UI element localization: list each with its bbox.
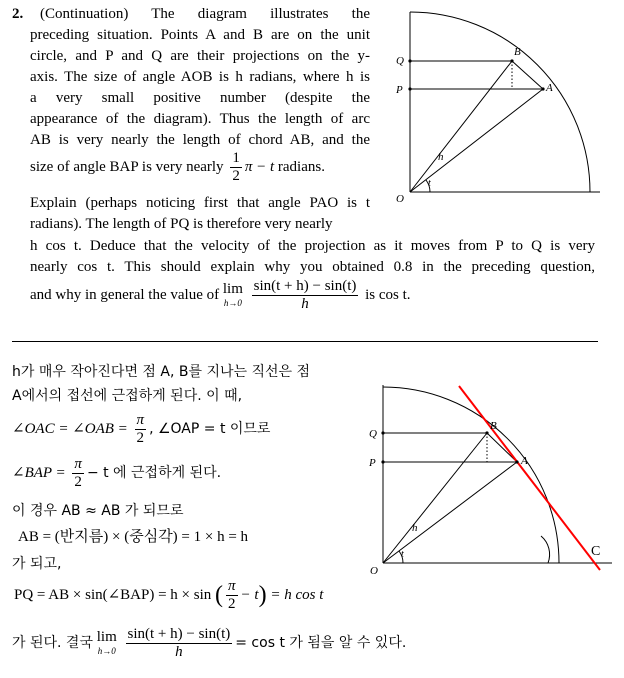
label-p: P bbox=[369, 457, 376, 469]
section-divider bbox=[12, 341, 598, 342]
point-a-dot bbox=[515, 460, 518, 463]
radius-ob bbox=[383, 433, 487, 563]
solution-intro-1: h가 매우 작아진다면 점 A, B를 지나는 직선은 점 bbox=[12, 364, 311, 380]
final-suffix: = cos t 가 됨을 알 수 있다. bbox=[235, 634, 407, 651]
bottom-diagram bbox=[355, 380, 620, 580]
angles-line bbox=[12, 412, 270, 447]
limit-numerator: sin(t + h) − sin(t) bbox=[253, 278, 357, 294]
angle-c-arc bbox=[541, 536, 550, 563]
two-denominator: 2 bbox=[228, 596, 236, 612]
angles-mid: , ∠OAP = t 이므로 bbox=[149, 420, 271, 437]
radius-oa bbox=[383, 462, 517, 563]
chord-ab bbox=[487, 433, 517, 462]
problem-number: 2. bbox=[12, 6, 24, 22]
bap-suffix: radians. bbox=[277, 158, 325, 175]
label-h: h bbox=[438, 151, 444, 163]
pi-over-2-b bbox=[72, 456, 84, 491]
limit-line bbox=[30, 278, 411, 313]
problem-line-2: preceding situation. Points A and B are on the unit bbox=[30, 27, 370, 43]
bap-line bbox=[30, 150, 325, 185]
label-q: Q bbox=[369, 428, 377, 440]
final-line bbox=[12, 626, 406, 661]
label-t: t bbox=[401, 549, 404, 560]
bap-right: − t 에 근접하게 된다. bbox=[86, 464, 222, 481]
unit-circle-arc bbox=[410, 12, 590, 192]
point-q-dot bbox=[381, 431, 384, 434]
label-p: P bbox=[396, 84, 403, 96]
pi-over-2-c bbox=[226, 578, 238, 613]
solution-intro-2: A에서의 접선에 근접하게 된다. 이 때, bbox=[12, 388, 243, 404]
problem-line-6: appearance of the diagram). Thus the length of arc bbox=[30, 111, 370, 127]
tangent-line-ac bbox=[459, 386, 600, 570]
pi-numerator: π bbox=[136, 412, 145, 428]
top-diagram bbox=[380, 5, 610, 215]
problem-line-3: circle, and P and Q are their projections on the y- bbox=[30, 48, 370, 64]
angles-left: ∠OAC = ∠OAB = bbox=[12, 420, 128, 437]
problem-line-4: axis. The size of angle AOB is h radians, where h is bbox=[30, 69, 370, 85]
one-half-fraction bbox=[230, 150, 242, 185]
label-c: C bbox=[591, 544, 601, 559]
limit-suffix: is cos t. bbox=[365, 286, 411, 303]
fraction-numerator: 1 bbox=[232, 150, 240, 166]
bap-left: ∠BAP = bbox=[12, 464, 66, 481]
label-a: A bbox=[546, 82, 553, 94]
final-limit-operator bbox=[97, 630, 117, 658]
radius-ob bbox=[410, 61, 512, 192]
velocity-line: h cos t. Deduce that the velocity of the projection as it moves from P to Q is very bbox=[30, 238, 595, 254]
label-o: O bbox=[370, 565, 378, 577]
explain-line-1: Explain (perhaps noticing first that angle PAO is t bbox=[30, 195, 370, 211]
two-denominator: 2 bbox=[74, 474, 82, 490]
pq-line: PQ = AB × sin(∠BAP) = h × sin ( $\frac{\pi}{2}$ − t) = h cos t bbox=[14, 578, 324, 612]
problem-line-5: a very small positive number (despite the bbox=[30, 90, 370, 106]
final-denominator: h bbox=[175, 644, 183, 660]
lim-subscript: h→0 bbox=[97, 645, 116, 656]
limit-prefix: and why in general the value of bbox=[30, 286, 220, 303]
limit-operator bbox=[223, 282, 243, 310]
final-prefix: 가 된다. 결국 bbox=[12, 634, 93, 651]
point-b-dot bbox=[485, 431, 488, 434]
limit-fraction bbox=[252, 278, 359, 313]
becomes-line: 가 되고, bbox=[12, 556, 62, 572]
bap-prefix: size of angle BAP is very nearly bbox=[30, 158, 224, 175]
final-numerator: sin(t + h) − sin(t) bbox=[127, 626, 231, 642]
unit-circle-arc bbox=[383, 387, 559, 563]
point-b-dot bbox=[510, 59, 513, 62]
label-h: h bbox=[412, 522, 418, 534]
bap-solution-line bbox=[12, 456, 221, 491]
final-limit-fraction bbox=[126, 626, 233, 661]
pq-right: = h cos t bbox=[270, 586, 324, 603]
lim-word: lim bbox=[96, 628, 117, 645]
problem-line-1: (Continuation) The diagram illustrates the bbox=[40, 6, 370, 22]
limit-denominator: h bbox=[301, 296, 309, 312]
label-a: A bbox=[521, 455, 528, 467]
lim-word: lim bbox=[222, 280, 243, 297]
problem-line-7: AB is very nearly the length of chord AB, and the bbox=[30, 132, 370, 148]
label-b: B bbox=[514, 46, 521, 58]
label-q: Q bbox=[396, 55, 404, 67]
radius-oa bbox=[410, 89, 543, 192]
point-a-dot bbox=[541, 87, 544, 90]
pq-left: PQ = AB × sin(∠BAP) = h × sin bbox=[14, 586, 212, 603]
point-q-dot bbox=[408, 59, 411, 62]
point-p-dot bbox=[381, 460, 384, 463]
case-line: 이 경우 AB ≈ AB 가 되므로 bbox=[12, 503, 184, 519]
pi-numerator: π bbox=[228, 578, 236, 594]
label-b: B bbox=[490, 420, 497, 432]
lim-subscript: h→0 bbox=[223, 297, 242, 308]
point-p-dot bbox=[408, 87, 411, 90]
pi-numerator: π bbox=[74, 456, 82, 472]
fraction-denominator: 2 bbox=[232, 168, 240, 184]
label-t: t bbox=[428, 178, 431, 189]
explain-line-2: radians). The length of PQ is therefore very nearly bbox=[30, 216, 333, 232]
label-o: O bbox=[396, 193, 404, 205]
ab-line: AB = (반지름) × (중심각) = 1 × h = h bbox=[18, 529, 249, 545]
pi-over-2-a bbox=[135, 412, 147, 447]
two-denominator: 2 bbox=[136, 430, 145, 446]
nearly-line: nearly cos t. This should explain why you obtained 0.8 in the preceding question, bbox=[30, 259, 595, 275]
pi-minus-t: π − t bbox=[244, 158, 275, 175]
